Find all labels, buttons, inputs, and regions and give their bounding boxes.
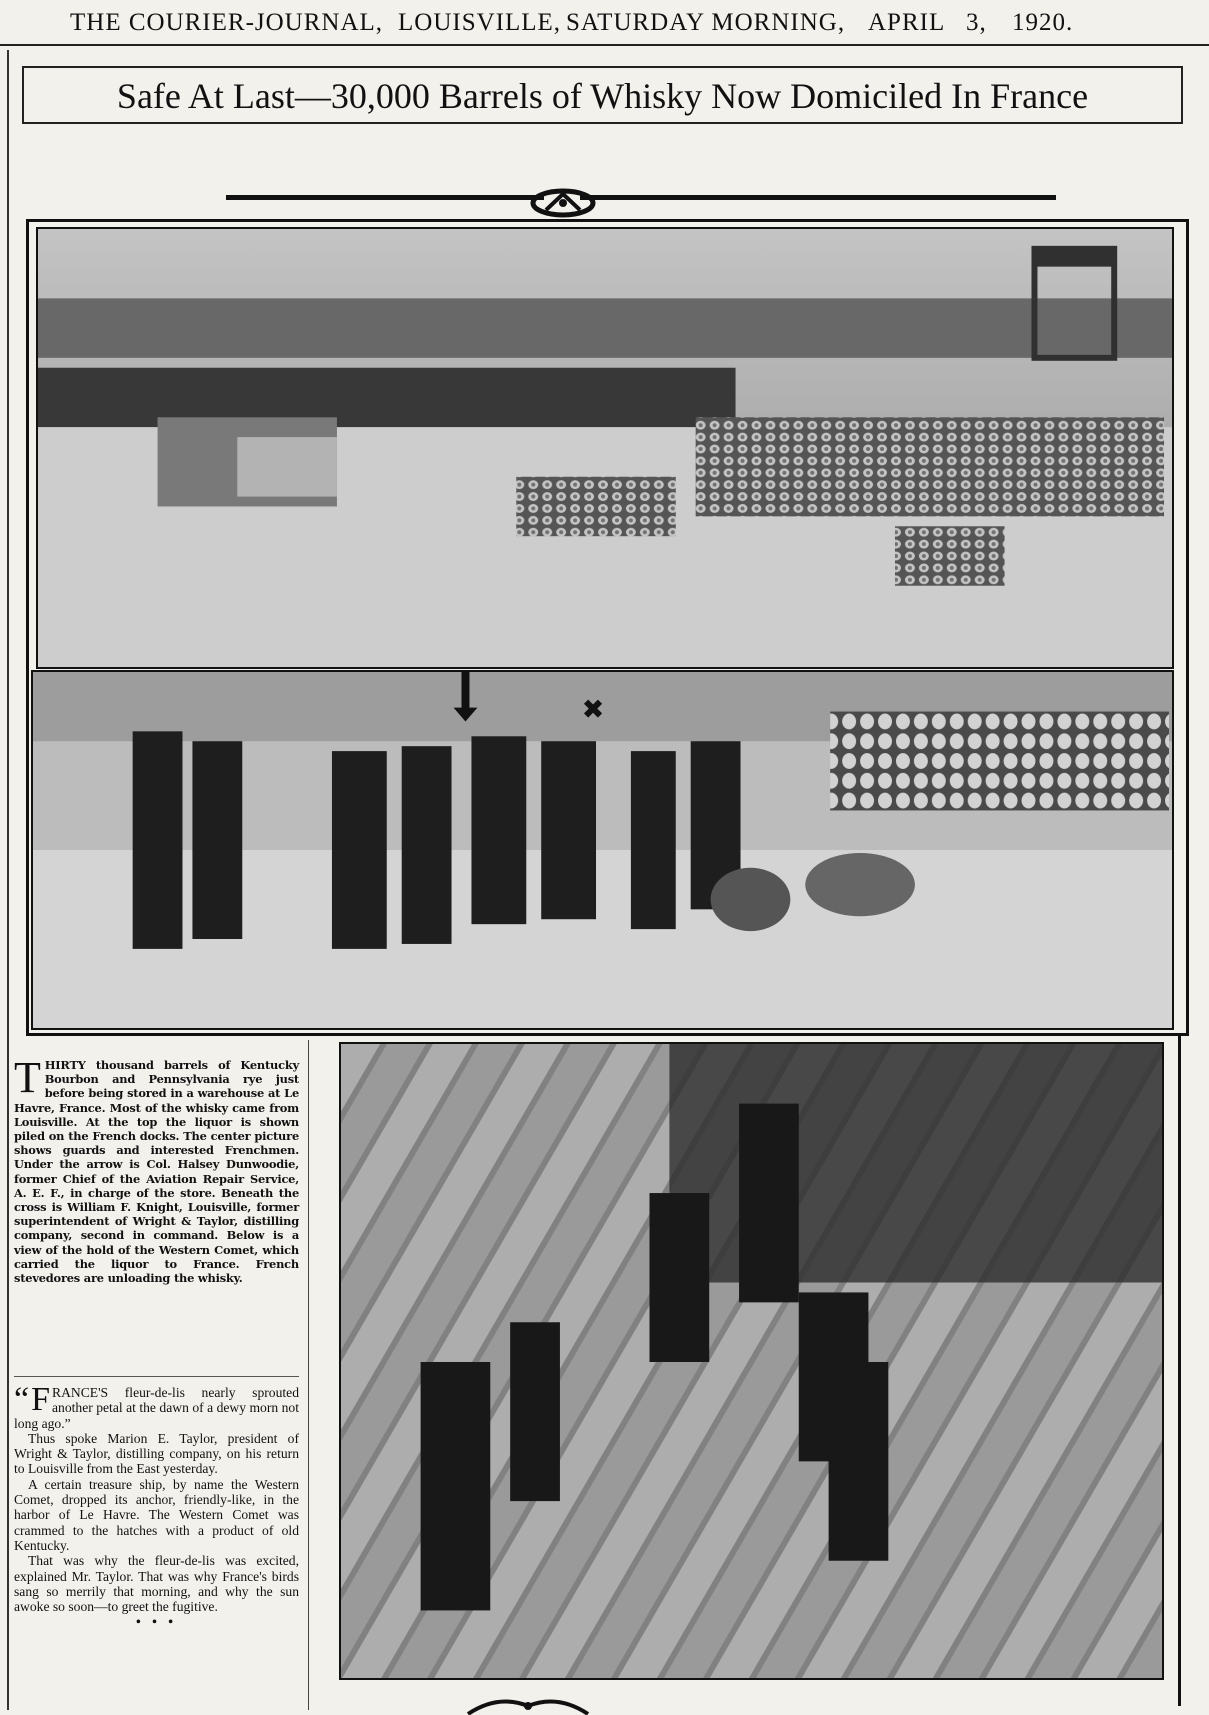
- column-rule: [308, 1040, 309, 1710]
- caption-text: HIRTY thousand barrels of Kentucky Bourbon and Pennsylvania rye just before being stored in a warehouse at Le Havre, France. Most of the whisky came from Louisville. At the top the liquor is shown piled on the French docks. The center picture shows guards and interested Frenchmen. Under the arrow is Col. Halsey Dunwoodie, former Chief of the Aviation Repair Service, A. E. F., in charge of the store. Beneath the cross is William F. Knight, Louisville, former superintendent of Wright & Taylor, distilling company, second in command. Below is a view of the hold of the Western Comet, which carried the liquor to France. French stevedores are unloading the whisky.: [14, 1058, 299, 1286]
- photo-guards-and-frenchmen: [31, 670, 1174, 1030]
- headline-box: [22, 66, 1183, 124]
- ornament-rule-right: [580, 195, 1056, 200]
- article-paragraph-3: A certain treasure ship, by name the Western Comet, dropped its anchor, friendly-like, in the harbor of Le Havre. The Western Comet was crammed to the hatches with a product of old Kentucky.: [14, 1476, 299, 1553]
- article-lead-paragraph: [14, 1381, 299, 1431]
- photo-western-comet-hold: [339, 1042, 1164, 1680]
- masthead-paper-name: THE COURIER-JOURNAL,: [70, 9, 384, 36]
- left-column-rule: [7, 50, 9, 1710]
- masthead-day-number: 3,: [966, 9, 987, 36]
- article-end-mark: • • •: [135, 1614, 178, 1630]
- scroll-ornament-icon: [528, 186, 598, 220]
- masthead-month: APRIL: [868, 9, 946, 36]
- photo-frame-right-edge: [1178, 1036, 1181, 1706]
- photo-caption: [14, 1053, 299, 1286]
- caption-divider: [14, 1376, 299, 1377]
- masthead-city: LOUISVILLE,: [398, 9, 562, 36]
- lead-quote-mark: “: [14, 1381, 30, 1418]
- article-paragraph-4: That was why the fleur-de-lis was excited, explained Mr. Taylor. That was why France's birds sang so merrily that morning, and why the sun awoke so soon—to greet the fugitive.: [14, 1553, 299, 1615]
- article-body: [14, 1381, 299, 1630]
- photo-french-docks-barrels: [36, 227, 1174, 669]
- caption-dropcap: T: [14, 1053, 41, 1102]
- masthead-year: 1920.: [1012, 9, 1074, 36]
- masthead: [0, 0, 1209, 46]
- lead-dropcap: F: [31, 1381, 51, 1418]
- headline: Safe At Last—30,000 Barrels of Whisky Now Domiciled In France: [116, 76, 1089, 116]
- article-lead-text: RANCE'S fleur-de-lis nearly sprouted another petal at the dawn of a dewy morn not long ago.”: [14, 1385, 299, 1431]
- masthead-day: SATURDAY MORNING,: [566, 9, 846, 36]
- ornament-rule-left: [226, 195, 544, 200]
- bottom-scroll-ornament-icon: [458, 1694, 598, 1715]
- article-paragraph-2: Thus spoke Marion E. Taylor, president of Wright & Taylor, distilling company, on his return to Louisville from the East yesterday.: [14, 1430, 299, 1477]
